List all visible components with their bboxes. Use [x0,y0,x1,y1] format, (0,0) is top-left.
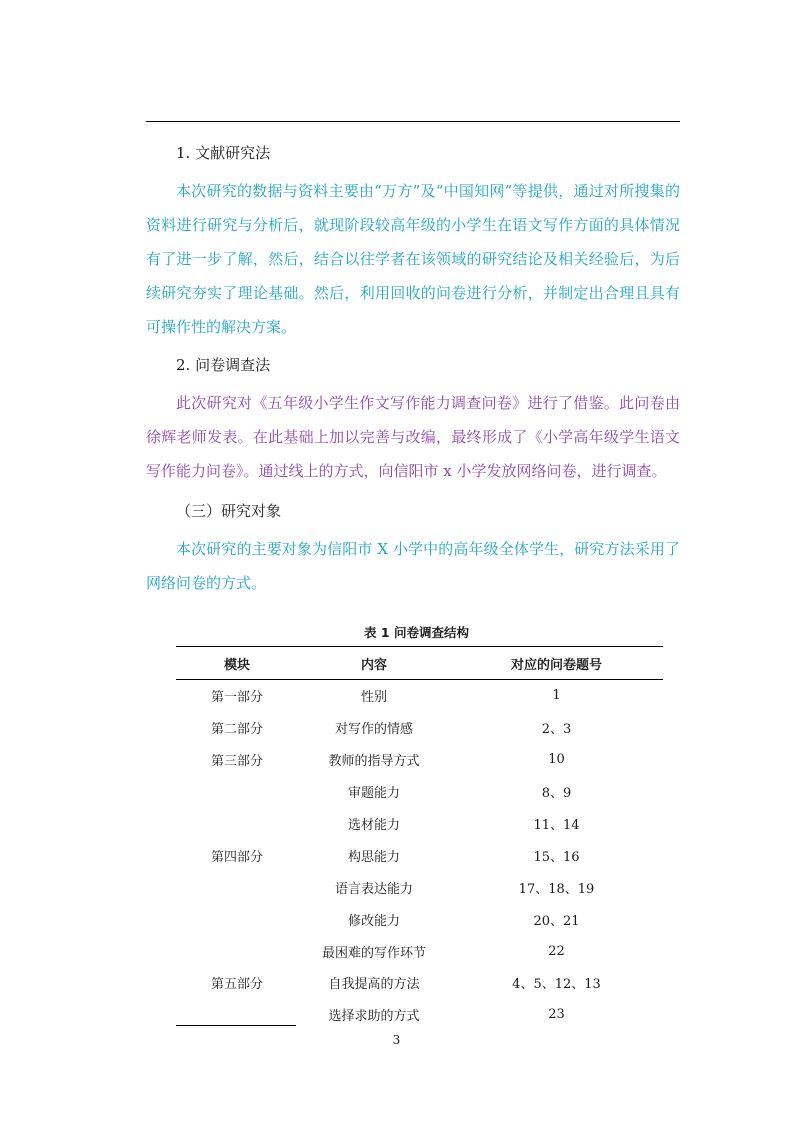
table-row [176,871,663,903]
table-header-row [176,647,663,680]
cell-content: 自我提高的方法 [328,977,420,993]
table-row [176,744,663,776]
cell-module [176,808,298,840]
table-row [176,967,663,999]
cell-content: 构思能力 [347,849,400,865]
section-heading-literature: 1. 文献研究法 [176,144,271,162]
cell-items: 15、16 [533,849,580,865]
paragraph-literature: 本次研究的数据与资料主要由“万方”及“中国知网”等提供，通过对所搜集的资料进行研究与分析后，就现阶段较高年级的小学生在语文写作方面的具体情况有了进一步了解，然后，结合以往学者在该领域的研究结论及相关经验后，为后续研究夯实了理论基础。然后，利用回收的问卷进行分析，并制定出合理且具有可操作性的解决方案。 [146,182,680,336]
header-item-numbers: 对应的问卷题号 [450,647,663,680]
cell-items: 23 [548,1007,565,1023]
cell-content: 语言表达能力 [334,881,413,897]
cell-module [176,935,298,967]
survey-structure-table [176,620,657,1031]
cell-module [176,999,298,1031]
table-row [176,776,663,808]
table-row [176,712,663,744]
cell-items: 8、9 [541,786,572,802]
table-caption: 表 1 问卷调查结构 [364,625,469,640]
table-row [176,839,663,871]
cell-content: 选材能力 [347,818,400,833]
table-row [176,808,663,840]
header-module: 模块 [176,647,298,680]
paragraph-questionnaire: 此次研究对《五年级小学生作文写作能力调查问卷》进行了借鉴。此问卷由徐辉老师发表。在此基础上加以完善与改编，最终形成了《小学高年级学生语文写作能力问卷》。通过线上的方式，向信阳市 x 小学发放网络问卷，进行调查。 [146,394,680,480]
section-heading-subjects: （三）研究对象 [176,502,282,520]
cell-content: 对写作的情感 [334,722,413,738]
cell-items: 22 [548,943,565,959]
cell-content: 最困难的写作环节 [321,945,426,961]
cell-module: 第二部分 [210,722,263,738]
cell-module: 第五部分 [210,977,263,993]
cell-content: 审题能力 [347,786,400,802]
cell-items: 10 [548,752,565,768]
page-number: 3 [392,1033,401,1047]
table-row [176,935,663,967]
cell-items: 11、14 [533,818,580,833]
body-text [146,136,680,600]
footnote-rule [176,1025,296,1026]
cell-items: 17、18、19 [518,881,595,897]
paragraph-subjects: 本次研究的主要对象为信阳市 X 小学中的高年级全体学生，研究方法采用了网络问卷的方式。 [146,540,680,592]
table-row [176,903,663,935]
table-row [176,680,663,712]
cell-items: 4、5、12、13 [512,977,601,993]
cell-items: 1 [552,688,561,704]
table-row [176,999,663,1031]
cell-content: 教师的指导方式 [328,754,420,770]
cell-module [176,871,298,903]
cell-items: 2、3 [541,722,572,738]
cell-module: 第四部分 [210,849,263,865]
cell-module [176,776,298,808]
cell-content: 性别 [360,690,387,706]
header-rule [146,121,680,122]
section-heading-questionnaire: 2. 问卷调查法 [176,356,271,374]
cell-items: 20、21 [533,913,580,929]
cell-content: 选择求助的方式 [328,1009,420,1025]
table [176,646,663,1031]
cell-module: 第三部分 [210,754,263,770]
cell-content: 修改能力 [347,913,400,929]
header-content: 内容 [298,647,450,680]
cell-module: 第一部分 [210,690,263,706]
cell-module [176,903,298,935]
